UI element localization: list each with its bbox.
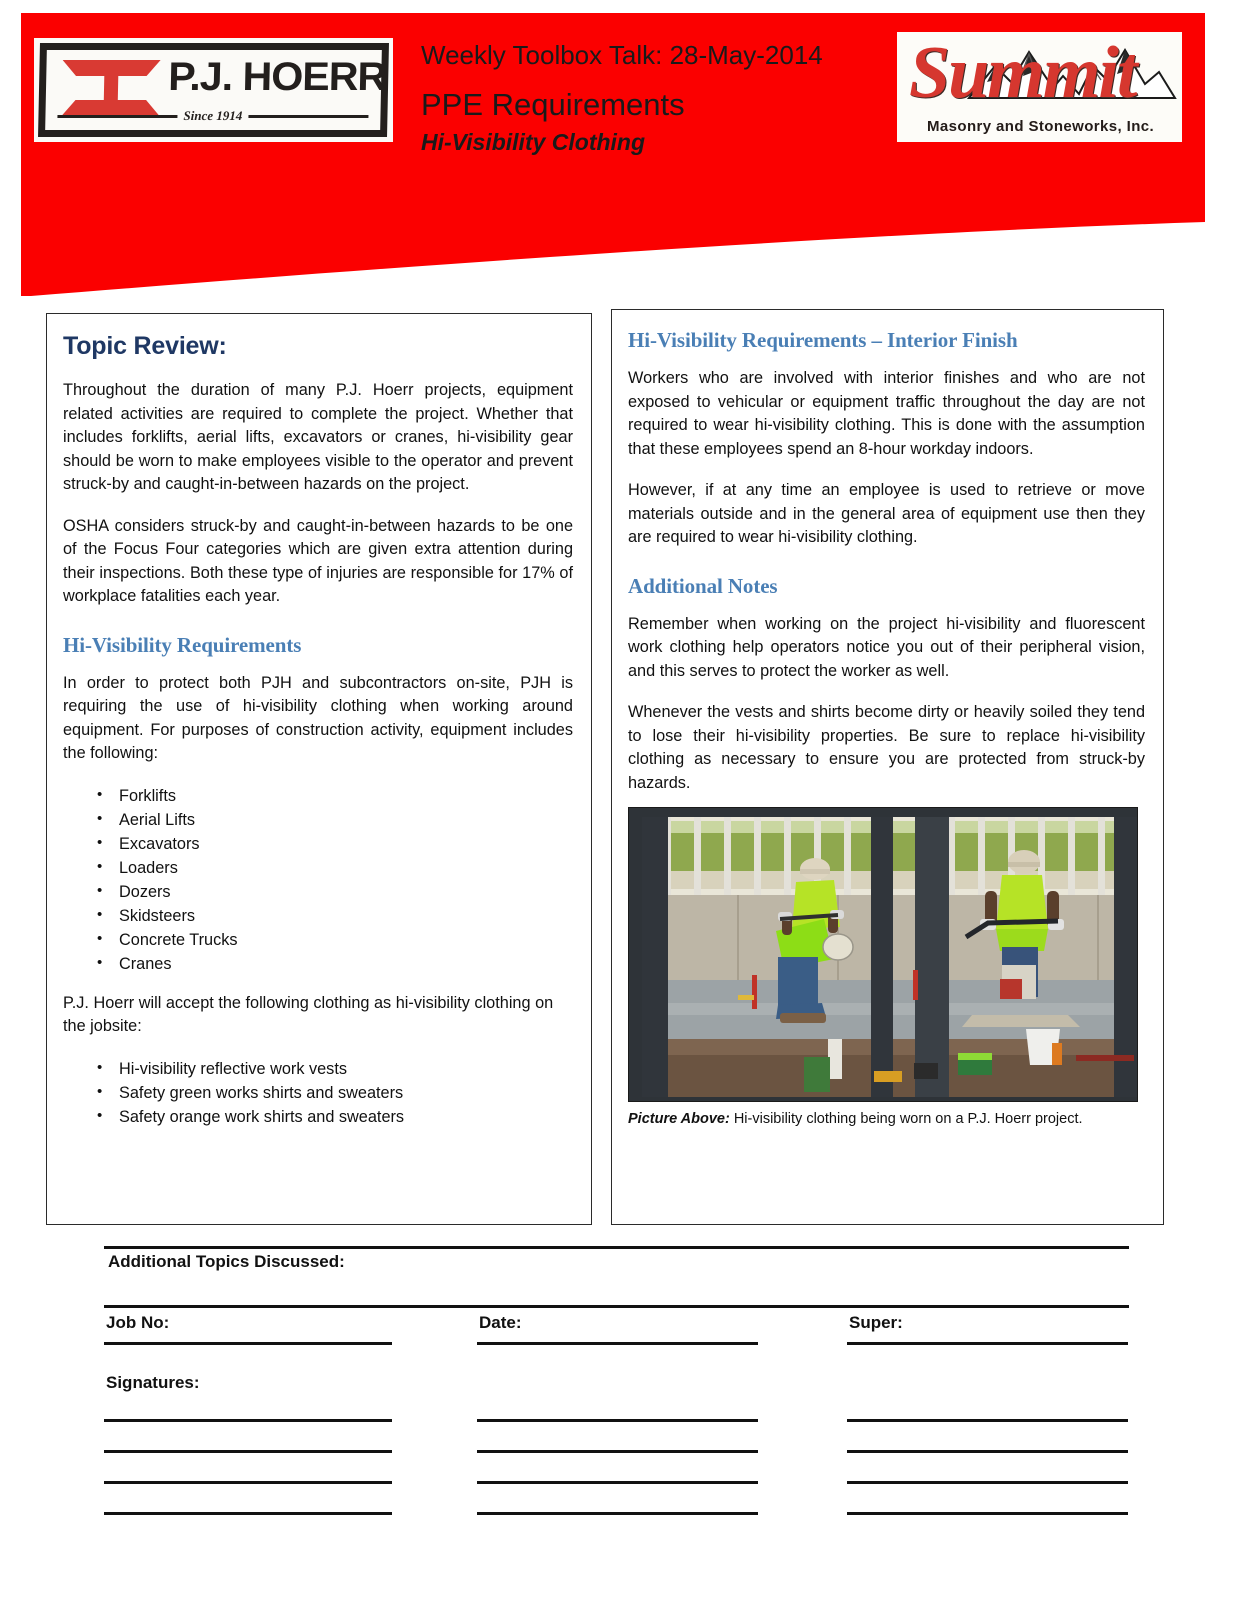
photo-caption xyxy=(628,1110,1145,1129)
date-label: Date: xyxy=(479,1313,522,1332)
super-input-line[interactable] xyxy=(847,1342,1128,1345)
signature-line[interactable] xyxy=(477,1419,758,1422)
signature-line[interactable] xyxy=(104,1450,392,1453)
header-title-block xyxy=(421,40,891,156)
header-banner xyxy=(0,0,1237,300)
signature-line[interactable] xyxy=(104,1481,392,1484)
summit-masonry-logo xyxy=(897,32,1182,142)
list-item: • Safety green works shirts and sweaters xyxy=(119,1081,573,1105)
jobsite-photo-wrapper xyxy=(628,807,1145,1129)
interior-finish-panel xyxy=(611,309,1164,1225)
super-label: Super: xyxy=(849,1313,903,1332)
topic-review-panel xyxy=(46,313,592,1225)
pjh-since-row xyxy=(57,109,368,123)
signature-line[interactable] xyxy=(477,1512,758,1515)
footer-rule-top xyxy=(104,1246,1129,1249)
accepted-clothing-list xyxy=(63,1057,573,1129)
signature-line[interactable] xyxy=(847,1481,1128,1484)
steel-beam-icon xyxy=(61,60,160,116)
clothing-intro-paragraph: P.J. Hoerr will accept the following clothing as hi-visibility clothing on the jobsite: xyxy=(63,993,554,1035)
page-title: PPE Requirements xyxy=(421,87,685,122)
signature-line[interactable] xyxy=(104,1512,392,1515)
summit-wordmark: Summit xyxy=(909,32,1136,114)
job-no-input-line[interactable] xyxy=(104,1342,392,1345)
topic-review-paragraph-2: OSHA considers struck-by and caught-in-between hazards to be one of the Focus Four categories which are given extra attention during their inspections. Both these type of injuries are responsible for 17% of workplace fatalities each year. xyxy=(63,516,573,605)
signature-line[interactable] xyxy=(847,1512,1128,1515)
equipment-list xyxy=(63,784,573,976)
signature-line[interactable] xyxy=(477,1481,758,1484)
interior-finish-heading: Hi-Visibility Requirements – Interior Finish xyxy=(628,328,1018,352)
list-item: • Skidsteers xyxy=(119,904,573,928)
pjh-hoerr-logo xyxy=(34,38,393,142)
list-item: • Dozers xyxy=(119,880,573,904)
rule-left xyxy=(57,115,177,118)
notes-paragraph-2: Whenever the vests and shirts become dirty or heavily soiled they tend to lose their hi-visibility properties. Be sure to replace hi-visibility clothing as necessary to ensure you are protected from struck-by hazards. xyxy=(628,703,1145,792)
page-subtitle: Hi-Visibility Clothing xyxy=(421,129,646,155)
pjh-since-text: Since 1914 xyxy=(183,108,243,123)
topic-review-paragraph-1: Throughout the duration of many P.J. Hoerr projects, equipment related activities are required to complete the project. Whether that includes forklifts, aerial lifts, excavators or cranes, hi-visibility gear should be worn to make employees visible to the operator and prevent struck-by and caught-in-between hazards on the project. xyxy=(63,381,573,493)
jobsite-photo xyxy=(628,807,1138,1102)
toolbox-talk-date: Weekly Toolbox Talk: 28-May-2014 xyxy=(421,40,823,70)
list-item: • Aerial Lifts xyxy=(119,808,573,832)
list-item: • Hi-visibility reflective work vests xyxy=(119,1057,573,1081)
logo-frame xyxy=(38,43,389,137)
summit-tagline: Masonry and Stoneworks, Inc. xyxy=(927,118,1155,135)
interior-paragraph-2: However, if at any time an employee is used to retrieve or move materials outside and in the general area of equipment use then they are required to wear hi-visibility clothing. xyxy=(628,481,1145,546)
list-item: • Concrete Trucks xyxy=(119,928,573,952)
jobsite-photo-illustration xyxy=(628,807,1138,1102)
signatures-label: Signatures: xyxy=(106,1373,200,1392)
topic-review-heading: Topic Review: xyxy=(63,332,227,360)
list-item: • Loaders xyxy=(119,856,573,880)
list-item: • Forklifts xyxy=(119,784,573,808)
hi-visibility-requirements-heading: Hi-Visibility Requirements xyxy=(63,632,302,657)
additional-notes-heading: Additional Notes xyxy=(628,573,778,598)
signature-line[interactable] xyxy=(847,1419,1128,1422)
requirements-intro-paragraph: In order to protect both PJH and subcontractors on-site, PJH is requiring the use of hi-visibility clothing when working around equipment. For purposes of construction activity, equipment includes the following: xyxy=(63,673,573,762)
pjh-wordmark: P.J. HOERR xyxy=(167,55,387,99)
list-item: • Excavators xyxy=(119,832,573,856)
signature-line[interactable] xyxy=(847,1450,1128,1453)
date-input-line[interactable] xyxy=(477,1342,758,1345)
photo-caption-text: Hi-visibility clothing being worn on a P.J. Hoerr project. xyxy=(729,1111,1083,1127)
signature-line[interactable] xyxy=(104,1419,392,1422)
signature-line[interactable] xyxy=(477,1450,758,1453)
footer-rule-mid xyxy=(104,1305,1129,1308)
notes-paragraph-1: Remember when working on the project hi-visibility and fluorescent work clothing help operators notice you out of their peripheral vision, and this serves to protect the worker as well. xyxy=(628,614,1145,680)
additional-topics-label: Additional Topics Discussed: xyxy=(108,1252,345,1271)
list-item: • Cranes xyxy=(119,952,573,976)
rule-right xyxy=(248,115,368,118)
photo-caption-lead: Picture Above: xyxy=(628,1111,730,1127)
interior-paragraph-1: Workers who are involved with interior finishes and who are not exposed to vehicular or equipment traffic throughout the day are not required to wear hi-visibility clothing. This is done with the assumption that these employees spend an 8-hour workday indoors. xyxy=(628,369,1145,458)
list-item: • Safety orange work shirts and sweaters xyxy=(119,1105,573,1129)
job-no-label: Job No: xyxy=(106,1313,170,1332)
